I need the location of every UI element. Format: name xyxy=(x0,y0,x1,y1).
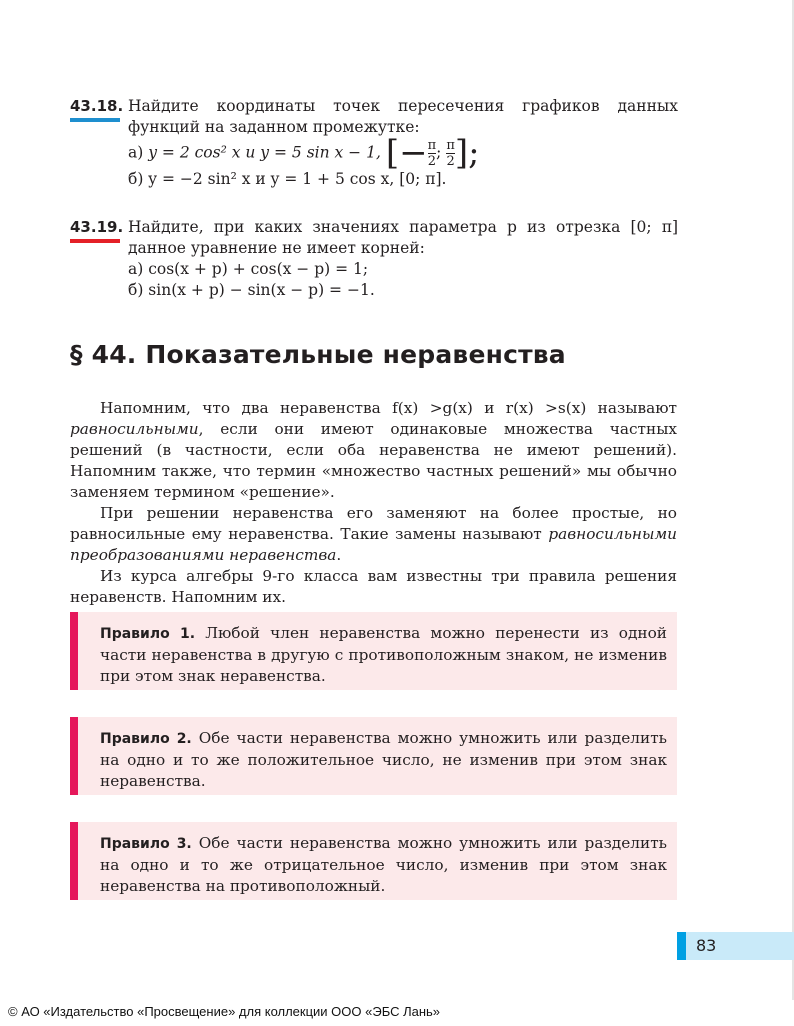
section-title: § 44. Показательные неравенства xyxy=(70,340,566,369)
page-number-tab xyxy=(677,932,794,960)
problem-text: Найдите, при каких значениях параметра p из отрезка [0; π] данное уравнение не имеет корней: xyxy=(128,218,678,257)
subproblem-b: б) sin(x + p) − sin(x − p) = −1. xyxy=(128,281,375,299)
rule-box-3: Правило 3. Обе части неравенства можно умножить или разделить на одно и то же отрицательное число, изменив при этом знак неравенства на противоположный. xyxy=(70,822,677,900)
copyright-footer: © АО «Издательство «Просвещение» для коллекции ООО «ЭБС Лань» xyxy=(8,1004,441,1019)
problem-text: Найдите координаты точек пересечения графиков данных функций на заданном промежутке: xyxy=(128,97,678,136)
rule-box-2: Правило 2. Обе части неравенства можно умножить или разделить на одно и то же положительное число, не изменив при этом знак неравенства. xyxy=(70,717,677,795)
problem-number: 43.18. xyxy=(70,96,123,122)
page-number-accent xyxy=(677,932,686,960)
section-body xyxy=(70,398,677,608)
number-underline xyxy=(70,239,120,243)
paragraph: При решении неравенства его заменяют на более простые, но равносильные ему неравенства. Такие замены называют равносильными преобразованиями неравенства. xyxy=(70,504,677,564)
problem-number: 43.19. xyxy=(70,217,123,243)
paragraph: Напомним, что два неравенства f(x) >g(x) и r(x) >s(x) называют равносильными, если они имеют одинаковые множества частных решений (в частности, если оба неравенства не имеют решений). Напомним также, что термин «множество частных решений» мы обычно заменяем термином «решение». xyxy=(70,399,677,501)
rule-accent-bar xyxy=(70,612,78,690)
subproblem-b: б) y = −2 sin² x и y = 1 + 5 cos x, [0; π]. xyxy=(128,170,447,188)
number-underline xyxy=(70,118,120,122)
rule-accent-bar xyxy=(70,717,78,795)
rule-accent-bar xyxy=(70,822,78,900)
page-number: 83 xyxy=(696,936,717,955)
paragraph: Из курса алгебры 9-го класса вам известны три правила решения неравенств. Напомним их. xyxy=(70,567,677,606)
subproblem-a: а) cos(x + p) + cos(x − p) = 1; xyxy=(128,260,369,278)
problem-43-19 xyxy=(70,217,678,301)
subproblem-a: а) y = 2 cos² x и y = 5 sin x − 1, [− $\frac{\pi}{2}$ ; $\frac{\pi}{2}$ ]; xyxy=(128,133,480,173)
problem-43-18 xyxy=(70,96,678,190)
rule-box-1: Правило 1. Любой член неравенства можно перенести из одной части неравенства в другую с противоположным знаком, не изменив при этом знак неравенства. xyxy=(70,612,677,690)
